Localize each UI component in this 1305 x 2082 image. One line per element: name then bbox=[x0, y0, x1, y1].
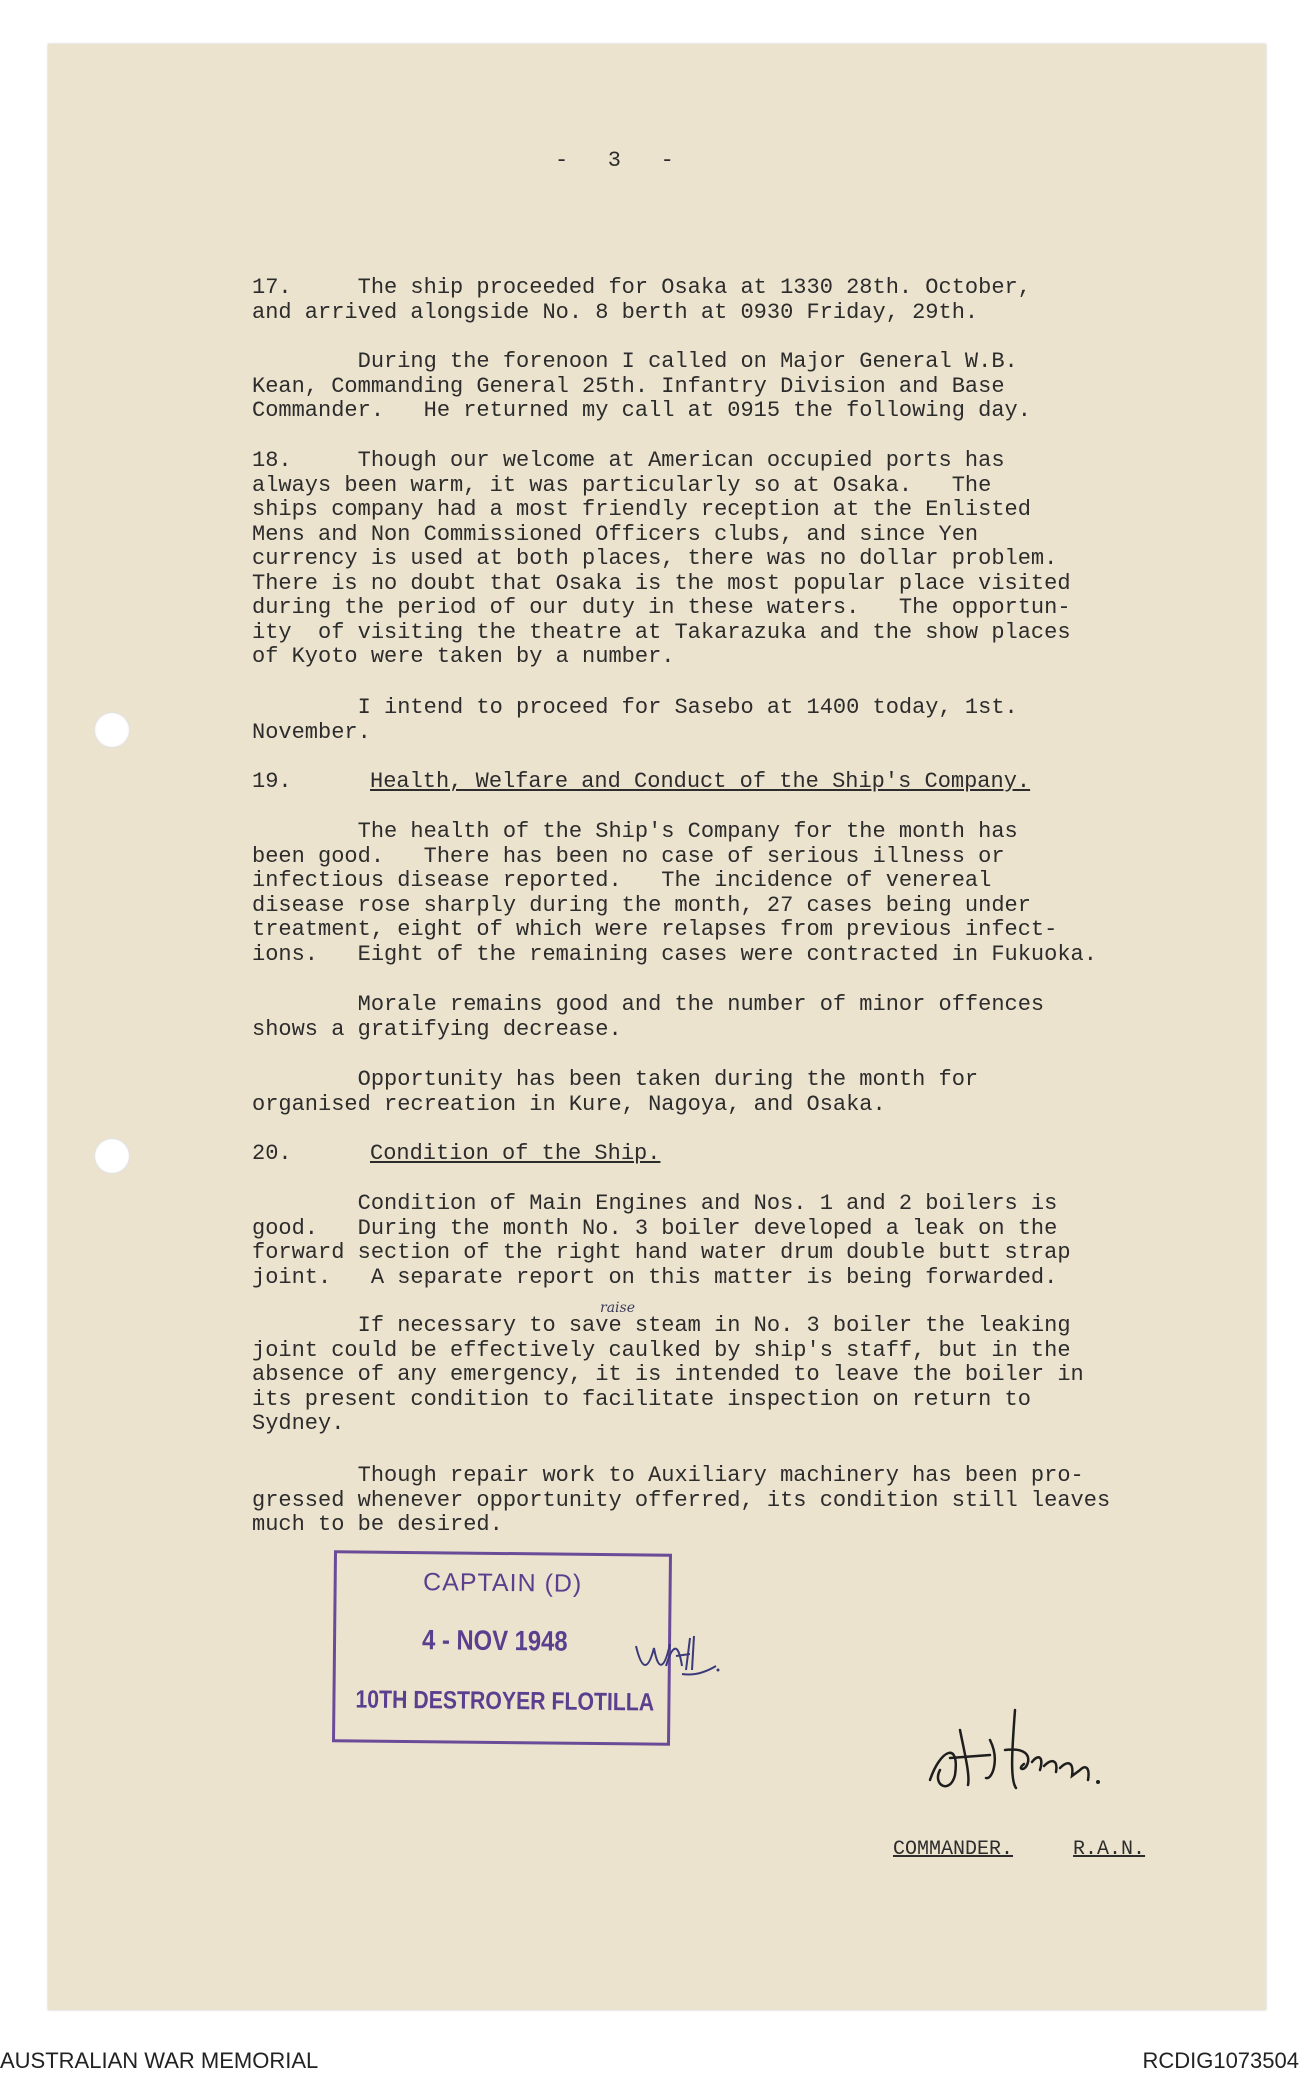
punch-hole-top bbox=[94, 712, 130, 748]
paragraph-19b bbox=[252, 993, 1044, 1042]
text-line: currency is used at both places, there was no dollar problem. bbox=[252, 546, 1058, 571]
signature-block bbox=[893, 1838, 1145, 1861]
text-line: disease rose sharply during the month, 27 cases being under bbox=[252, 892, 1031, 918]
paragraph-17b bbox=[252, 350, 1031, 424]
paragraph-18 bbox=[252, 449, 1071, 670]
text-line: If necessary to save steam in No. 3 boiler the leaking bbox=[252, 1313, 1071, 1338]
text-line: ions. Eight of the remaining cases were contracted in Fukuoka. bbox=[252, 941, 1097, 967]
text-line: forward section of the right hand water drum double butt strap bbox=[252, 1240, 1071, 1265]
service-abbrev: R.A.N. bbox=[1073, 1838, 1146, 1861]
text-line: 17. The ship proceeded for Osaka at 1330 28th. October, bbox=[252, 275, 1031, 300]
paragraph-17 bbox=[252, 276, 1031, 325]
text-line: Sydney. bbox=[252, 1411, 345, 1436]
commander-title: COMMANDER. bbox=[893, 1838, 1014, 1861]
stamp-office: CAPTAIN (D) bbox=[422, 1568, 583, 1598]
text-line: Mens and Non Commissioned Officers clubs, and since Yen bbox=[252, 521, 979, 547]
text-line: There is no doubt that Osaka is the most popular place visited bbox=[252, 570, 1071, 596]
stamp-unit: 10TH DESTROYER FLOTILLA bbox=[355, 1685, 655, 1717]
text-line: infectious disease reported. The incidence of venereal bbox=[252, 868, 992, 893]
text-line: Morale remains good and the number of minor offences bbox=[252, 992, 1045, 1017]
text-line: ity of visiting the theatre at Takarazuka and the show places bbox=[252, 619, 1071, 645]
text-line: and arrived alongside No. 8 berth at 0930 Friday, 29th. bbox=[252, 299, 979, 325]
text-line: shows a gratifying decrease. bbox=[252, 1016, 622, 1042]
text-line: Kean, Commanding General 25th. Infantry Division and Base bbox=[252, 373, 1005, 399]
text-line: treatment, eight of which were relapses from previous infect- bbox=[252, 917, 1058, 942]
paragraph-20b bbox=[252, 1314, 1084, 1437]
paragraph-20c bbox=[252, 1464, 1110, 1538]
text-line: good. During the month No. 3 boiler developed a leak on the bbox=[252, 1215, 1058, 1241]
page-number: - 3 - bbox=[555, 148, 674, 173]
section-title: Condition of the Ship. bbox=[370, 1141, 661, 1166]
footer-id: RCDIG1073504 bbox=[1142, 2048, 1299, 2073]
text-line: organised recreation in Kure, Nagoya, and Osaka. bbox=[252, 1091, 886, 1117]
stamp-date: 4 - NOV 1948 bbox=[421, 1624, 568, 1657]
paragraph-19a bbox=[252, 820, 1097, 967]
receipt-stamp bbox=[332, 1550, 672, 1746]
text-line: of Kyoto were taken by a number. bbox=[252, 644, 675, 669]
paragraph-19c bbox=[252, 1068, 978, 1117]
text-line: always been warm, it was particularly so at Osaka. The bbox=[252, 472, 992, 498]
text-line: Commander. He returned my call at 0915 the following day. bbox=[252, 398, 1031, 423]
text-line: been good. There has been no case of serious illness or bbox=[252, 843, 1005, 869]
text-line: During the forenoon I called on Major General W.B. bbox=[252, 349, 1018, 374]
text-line: much to be desired. bbox=[252, 1512, 503, 1537]
text-line: absence of any emergency, it is intended to leave the boiler in bbox=[252, 1362, 1084, 1387]
commander-signature bbox=[920, 1700, 1180, 1810]
text-line: 18. Though our welcome at American occupied ports has bbox=[252, 448, 1005, 473]
text-line: The health of the Ship's Company for the month has bbox=[252, 819, 1018, 844]
section-title: Health, Welfare and Conduct of the Ship's Company. bbox=[370, 769, 1031, 794]
text-line: Though repair work to Auxiliary machinery has been pro- bbox=[252, 1463, 1084, 1488]
section-number: 20. bbox=[252, 1141, 292, 1166]
text-line: ships company had a most friendly reception at the Enlisted bbox=[252, 497, 1031, 522]
punch-hole-bottom bbox=[94, 1138, 130, 1174]
text-line: I intend to proceed for Sasebo at 1400 today, 1st. bbox=[252, 695, 1018, 720]
text-line: joint. A separate report on this matter is being forwarded. bbox=[252, 1264, 1058, 1290]
paragraph-20a bbox=[252, 1192, 1071, 1290]
footer-source: AUSTRALIAN WAR MEMORIAL bbox=[0, 2048, 319, 2073]
text-line: gressed whenever opportunity offerred, its condition still leaves bbox=[252, 1487, 1111, 1513]
handwritten-correction: raise bbox=[600, 1300, 635, 1316]
section-number: 19. bbox=[252, 769, 292, 794]
text-line: its present condition to facilitate inspection on return to bbox=[252, 1386, 1031, 1412]
handwritten-initials bbox=[632, 1626, 722, 1686]
text-line: Opportunity has been taken during the month for bbox=[252, 1067, 979, 1092]
text-line: joint could be effectively caulked by ship's staff, but in the bbox=[252, 1337, 1071, 1363]
section-20-heading bbox=[252, 1142, 660, 1167]
text-line: November. bbox=[252, 719, 371, 745]
text-line: during the period of our duty in these waters. The opportun- bbox=[252, 595, 1071, 620]
text-line: Condition of Main Engines and Nos. 1 and 2 boilers is bbox=[252, 1191, 1058, 1216]
paragraph-18b bbox=[252, 696, 1018, 745]
section-19-heading bbox=[252, 770, 1030, 795]
